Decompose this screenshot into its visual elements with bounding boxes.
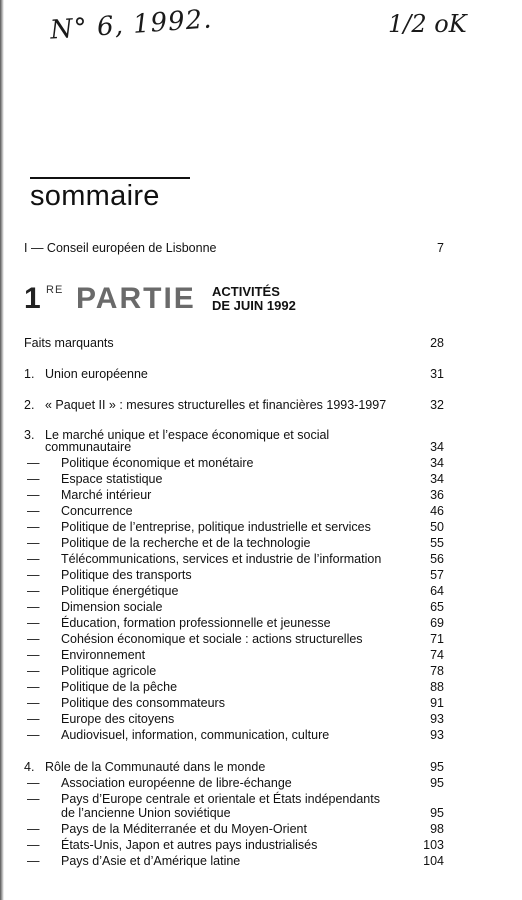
- dash: —: [27, 520, 40, 534]
- item-page: 65: [430, 600, 444, 614]
- item-text: Politique des transports: [61, 568, 192, 582]
- item-page: 88: [430, 680, 444, 694]
- item-page: 34: [430, 456, 444, 470]
- part-heading: [24, 282, 424, 322]
- section-page: 31: [430, 367, 444, 381]
- item-text: Politique de la pêche: [61, 680, 178, 694]
- handwritten-note: 1/2 oK: [388, 10, 467, 38]
- list-item[interactable]: [24, 775, 444, 791]
- section-label: 1.: [24, 367, 35, 381]
- list-item[interactable]: [24, 471, 444, 487]
- item-page: 69: [430, 616, 444, 630]
- item-page: 56: [430, 552, 444, 566]
- list-item[interactable]: [24, 551, 444, 567]
- item-page: 95: [430, 776, 444, 790]
- item-text: Éducation, formation professionnelle et jeunesse: [61, 616, 331, 630]
- part-word: PARTIE: [76, 282, 196, 315]
- item-page: 36: [430, 488, 444, 502]
- list-item[interactable]: [24, 567, 444, 583]
- list-item[interactable]: [24, 853, 444, 869]
- part-subtitle: [212, 285, 296, 313]
- item-page: 95: [430, 806, 444, 820]
- item-page: 78: [430, 664, 444, 678]
- dash: —: [27, 822, 40, 836]
- section-label: 4.: [24, 760, 35, 774]
- item-text: Concurrence: [61, 504, 133, 518]
- list-item[interactable]: [24, 679, 444, 695]
- item-text: Politique des consommateurs: [61, 696, 225, 710]
- list-item[interactable]: [24, 663, 444, 679]
- item-page: 103: [423, 838, 444, 852]
- dash: —: [27, 680, 40, 694]
- item-text: Audiovisuel, information, communication, culture: [61, 728, 330, 742]
- part-subtitle-line1: ACTIVITÉS: [212, 284, 280, 299]
- dash: —: [27, 632, 40, 646]
- item-text: Environnement: [61, 648, 146, 662]
- item-text: Dimension sociale: [61, 600, 163, 614]
- dash: —: [27, 488, 40, 502]
- item-page: 50: [430, 520, 444, 534]
- dash: —: [27, 696, 40, 710]
- item-text: Cohésion économique et sociale : actions structurelles: [61, 632, 363, 646]
- item-text: Politique économique et monétaire: [61, 456, 254, 470]
- dash: —: [27, 792, 40, 806]
- list-item[interactable]: [24, 519, 444, 535]
- list-item[interactable]: [24, 615, 444, 631]
- toc-section-1[interactable]: [24, 366, 444, 382]
- section-text-line2: communautaire: [45, 440, 132, 454]
- item-text: Politique de l’entreprise, politique industrielle et services: [61, 520, 371, 534]
- section-page: 34: [430, 440, 444, 454]
- item-text: États-Unis, Japon et autres pays industrialisés: [61, 838, 318, 852]
- list-item[interactable]: [24, 711, 444, 727]
- dash: —: [27, 584, 40, 598]
- section-label: 2.: [24, 398, 35, 412]
- toc-intro-row[interactable]: [24, 240, 444, 256]
- list-item[interactable]: [24, 583, 444, 599]
- toc-section-2[interactable]: [24, 397, 444, 413]
- dash: —: [27, 616, 40, 630]
- item-text: Pays d’Asie et d’Amérique latine: [61, 854, 241, 868]
- list-item[interactable]: [24, 647, 444, 663]
- part-subtitle-line2: DE JUIN 1992: [212, 298, 296, 313]
- dash: —: [27, 568, 40, 582]
- item-page: 74: [430, 648, 444, 662]
- item-text: Marché intérieur: [61, 488, 152, 502]
- item-page: 64: [430, 584, 444, 598]
- dash: —: [27, 536, 40, 550]
- dash: —: [27, 472, 40, 486]
- list-item[interactable]: [24, 599, 444, 615]
- title-rule: [30, 177, 190, 179]
- handwritten-issue-number: N° 6, 1992.: [49, 4, 214, 46]
- list-item[interactable]: [24, 455, 444, 471]
- part-number-suffix: RE: [46, 284, 64, 296]
- item-page: 46: [430, 504, 444, 518]
- item-text: Politique énergétique: [61, 584, 179, 598]
- item-page: 104: [423, 854, 444, 868]
- item-text: Politique agricole: [61, 664, 157, 678]
- item-text: Association européenne de libre-échange: [61, 776, 292, 790]
- dash: —: [27, 456, 40, 470]
- item-page: 93: [430, 712, 444, 726]
- section-label: 3.: [24, 428, 35, 442]
- item-page: 55: [430, 536, 444, 550]
- dash: —: [27, 712, 40, 726]
- dash: —: [27, 504, 40, 518]
- part-number: 1: [24, 282, 41, 315]
- dash: —: [27, 552, 40, 566]
- list-item-cont[interactable]: [24, 805, 444, 821]
- item-page: 71: [430, 632, 444, 646]
- toc-intro-page: 7: [437, 241, 444, 255]
- toc-section-4[interactable]: [24, 759, 444, 775]
- dash: —: [27, 664, 40, 678]
- list-item[interactable]: [24, 631, 444, 647]
- list-item[interactable]: [24, 487, 444, 503]
- item-page: 57: [430, 568, 444, 582]
- item-text-line1: Pays d’Europe centrale et orientale et États indépendants: [61, 792, 380, 806]
- scan-edge: [0, 0, 4, 900]
- item-page: 93: [430, 728, 444, 742]
- dash: —: [27, 728, 40, 742]
- item-page: 91: [430, 696, 444, 710]
- list-item[interactable]: [24, 837, 444, 853]
- dash: —: [27, 838, 40, 852]
- dash: —: [27, 776, 40, 790]
- list-item[interactable]: [24, 727, 444, 743]
- dash: —: [27, 854, 40, 868]
- section-text-line1: Le marché unique et l’espace économique et social: [45, 428, 330, 442]
- toc-faits-page: 28: [430, 336, 444, 350]
- toc-intro-text: I — Conseil européen de Lisbonne: [24, 241, 217, 255]
- item-page: 98: [430, 822, 444, 836]
- item-text: Espace statistique: [61, 472, 163, 486]
- dash: —: [27, 600, 40, 614]
- item-text: Télécommunications, services et industrie de l’information: [61, 552, 382, 566]
- toc-faits-row[interactable]: [24, 335, 444, 351]
- section-text: Union européenne: [45, 367, 148, 381]
- list-item[interactable]: [24, 503, 444, 519]
- list-item[interactable]: [24, 535, 444, 551]
- section-text: « Paquet II » : mesures structurelles et financières 1993-1997: [45, 398, 387, 412]
- toc-faits-text: Faits marquants: [24, 336, 114, 350]
- page-title: sommaire: [30, 180, 160, 212]
- dash: —: [27, 648, 40, 662]
- list-item[interactable]: [24, 821, 444, 837]
- toc-section-3-cont[interactable]: [24, 439, 444, 455]
- item-page: 34: [430, 472, 444, 486]
- section-text: Rôle de la Communauté dans le monde: [45, 760, 266, 774]
- section-page: 95: [430, 760, 444, 774]
- list-item[interactable]: [24, 695, 444, 711]
- item-text: Pays de la Méditerranée et du Moyen-Orient: [61, 822, 307, 836]
- item-text: Europe des citoyens: [61, 712, 175, 726]
- item-text-line2: de l’ancienne Union soviétique: [61, 806, 231, 820]
- section-page: 32: [430, 398, 444, 412]
- item-text: Politique de la recherche et de la technologie: [61, 536, 311, 550]
